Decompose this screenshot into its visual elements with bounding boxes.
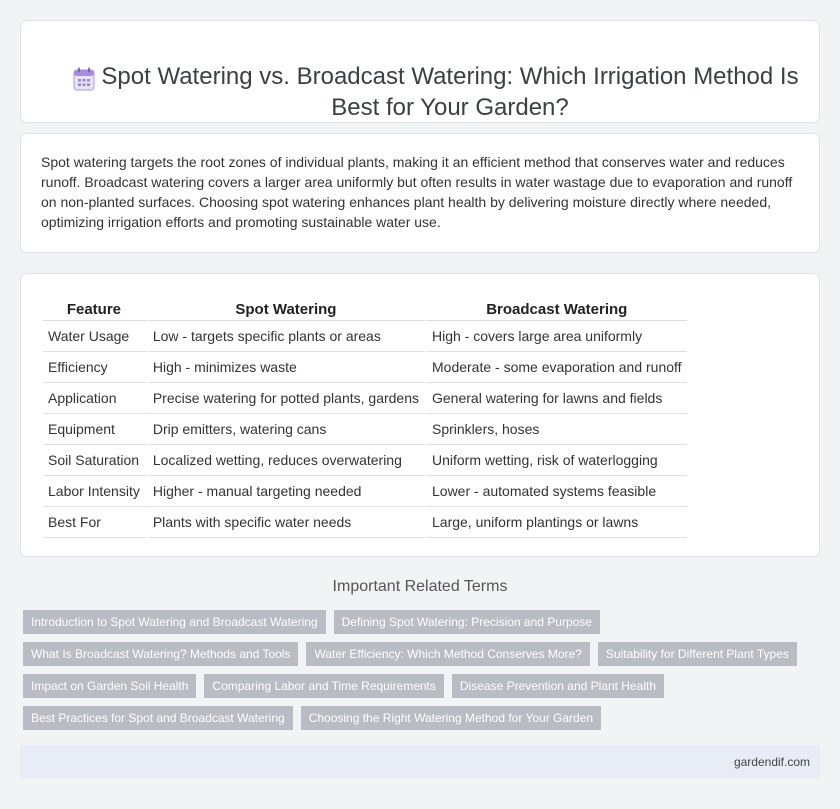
- spot-cell: Drip emitters, watering cans: [148, 414, 427, 445]
- related-term-tag[interactable]: Impact on Garden Soil Health: [23, 674, 196, 698]
- related-term-tag[interactable]: Disease Prevention and Plant Health: [452, 674, 664, 698]
- feature-cell: Application: [43, 383, 148, 414]
- broadcast-cell: Sprinklers, hoses: [427, 414, 687, 445]
- table-row: [43, 414, 687, 445]
- comparison-table: [43, 294, 687, 538]
- header-spot-watering: Spot Watering: [148, 294, 427, 321]
- table-row: [43, 383, 687, 414]
- title-card: [20, 20, 820, 123]
- table-row: [43, 352, 687, 383]
- spot-cell: Low - targets specific plants or areas: [148, 321, 427, 352]
- related-term-tag[interactable]: Comparing Labor and Time Requirements: [204, 674, 443, 698]
- related-term-tag[interactable]: Best Practices for Spot and Broadcast Watering: [23, 706, 293, 730]
- feature-cell: Labor Intensity: [43, 476, 148, 507]
- tag-row: [23, 706, 823, 730]
- tag-row: [23, 674, 823, 698]
- related-terms-heading: Important Related Terms: [332, 578, 508, 595]
- intro-paragraph: Spot watering targets the root zones of individual plants, making it an efficient method that conserves water and reduces runoff. Broadcast watering covers a larger area uniformly but often results in water wastage due to evaporation and runoff on non-planted surfaces. Choosing spot watering enhances plant health by delivering moisture directly where needed, optimizing irrigation efforts and promoting sustainable water use.: [41, 154, 793, 230]
- table-row: [43, 321, 687, 352]
- broadcast-cell: Large, uniform plantings or lawns: [427, 507, 687, 538]
- feature-cell: Equipment: [43, 414, 148, 445]
- footer: [20, 745, 820, 778]
- broadcast-cell: General watering for lawns and fields: [427, 383, 687, 414]
- spot-cell: High - minimizes waste: [148, 352, 427, 383]
- broadcast-cell: High - covers large area uniformly: [427, 321, 687, 352]
- comparison-card: [20, 273, 820, 557]
- spot-cell: Plants with specific water needs: [148, 507, 427, 538]
- related-term-tag[interactable]: Suitability for Different Plant Types: [598, 642, 797, 666]
- related-term-tag[interactable]: Choosing the Right Watering Method for Your Garden: [301, 706, 601, 730]
- related-term-tag[interactable]: Introduction to Spot Watering and Broadcast Watering: [23, 610, 326, 634]
- page-title: Spot Watering vs. Broadcast Watering: Which Irrigation Method Is Best for Your Garden?: [101, 63, 799, 121]
- feature-cell: Efficiency: [43, 352, 148, 383]
- related-term-tag[interactable]: What Is Broadcast Watering? Methods and Tools: [23, 642, 298, 666]
- tag-row: [23, 642, 823, 666]
- intro-card: [20, 133, 820, 253]
- feature-cell: Soil Saturation: [43, 445, 148, 476]
- header-broadcast-watering: Broadcast Watering: [427, 294, 687, 321]
- related-terms-list: [23, 610, 823, 738]
- calendar-icon: [73, 67, 95, 91]
- table-header-row: [43, 294, 687, 321]
- broadcast-cell: Uniform wetting, risk of waterlogging: [427, 445, 687, 476]
- footer-site-link[interactable]: gardendif.com: [733, 755, 810, 769]
- spot-cell: Localized wetting, reduces overwatering: [148, 445, 427, 476]
- broadcast-cell: Moderate - some evaporation and runoff: [427, 352, 687, 383]
- tag-row: [23, 610, 823, 634]
- table-row: [43, 445, 687, 476]
- header-feature: Feature: [43, 294, 148, 321]
- table-row: [43, 476, 687, 507]
- spot-cell: Precise watering for potted plants, gardens: [148, 383, 427, 414]
- related-term-tag[interactable]: Water Efficiency: Which Method Conserves More?: [306, 642, 589, 666]
- broadcast-cell: Lower - automated systems feasible: [427, 476, 687, 507]
- feature-cell: Best For: [43, 507, 148, 538]
- feature-cell: Water Usage: [43, 321, 148, 352]
- related-term-tag[interactable]: Defining Spot Watering: Precision and Purpose: [334, 610, 600, 634]
- table-row: [43, 507, 687, 538]
- spot-cell: Higher - manual targeting needed: [148, 476, 427, 507]
